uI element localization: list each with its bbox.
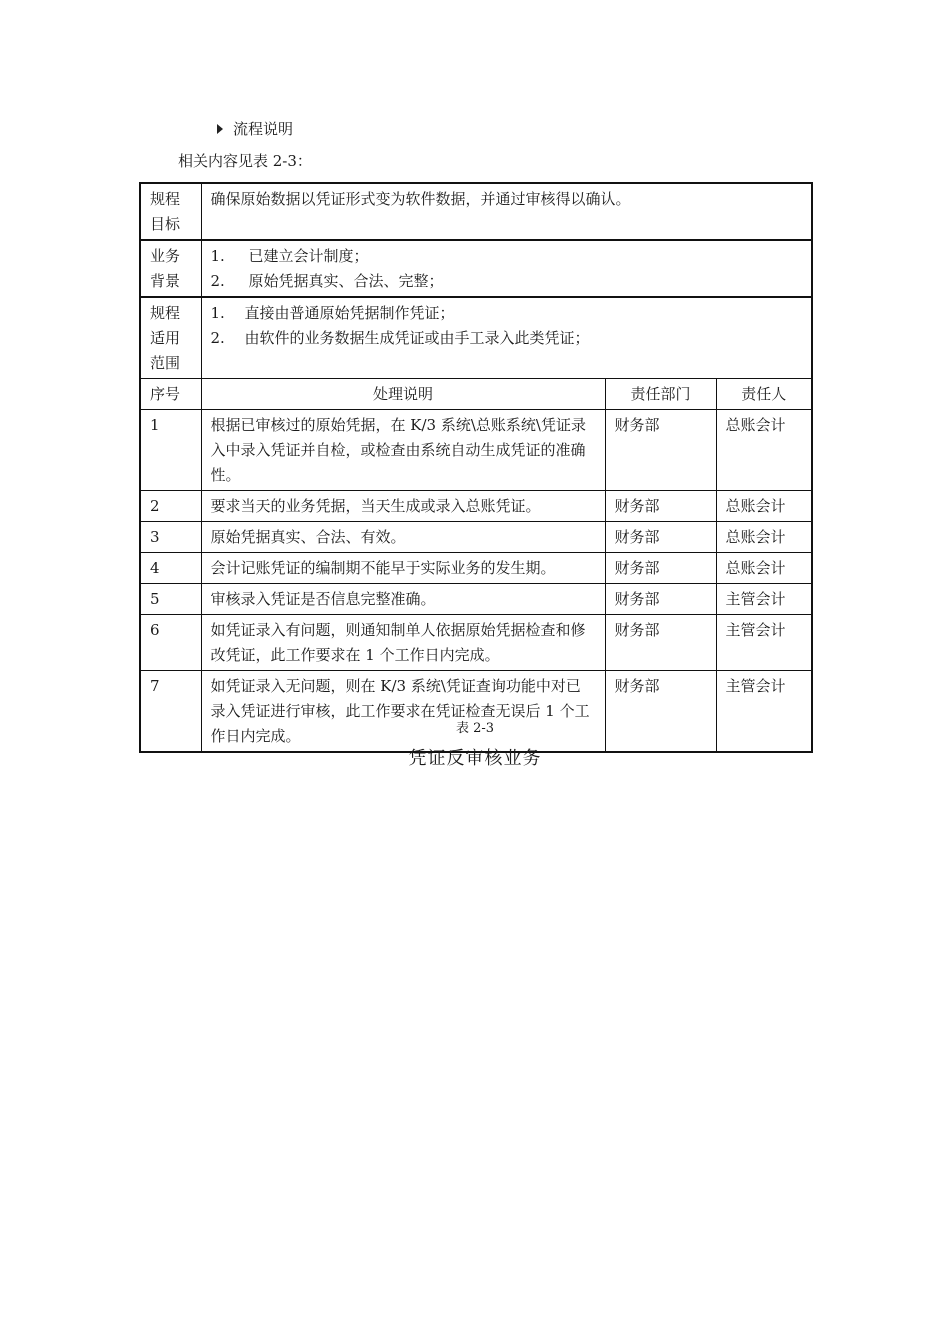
scope-row [140, 297, 812, 379]
row-person: 主管会计 [716, 615, 812, 671]
intro-text: 相关内容见表 2-3： [178, 152, 312, 170]
goal-row [140, 183, 812, 240]
section-heading-text: 流程说明 [233, 120, 294, 138]
row-seq: 3 [140, 522, 201, 553]
table-row [140, 584, 812, 615]
triangle-bullet-icon [217, 124, 223, 134]
item-text: 由软件的业务数据生成凭证或由手工录入此类凭证； [244, 329, 590, 347]
row-dept: 财务部 [605, 410, 716, 491]
table-row [140, 615, 812, 671]
row-desc: 如凭证录入无问题，则在 K/3 系统\凭证查询功能中对已录入凭证进行审核，此工作要求在凭证检查无误后 1 个工作日内完成。 [201, 671, 605, 753]
table-caption: 表 2-3 [455, 721, 495, 736]
row-desc: 根据已审核过的原始凭据，在 K/3 系统\总账系统\凭证录入中录入凭证并自检，或检查由系统自动生成凭证的准确性。 [201, 410, 605, 491]
next-section-title: 凭证反审核业务 [408, 748, 542, 769]
background-row [140, 240, 812, 297]
row-desc: 会计记账凭证的编制期不能早于实际业务的发生期。 [201, 553, 605, 584]
scope-label [140, 297, 201, 379]
background-label [140, 240, 201, 297]
background-list [201, 240, 812, 297]
item-text: 原始凭据真实、合法、完整； [248, 272, 444, 290]
row-seq: 2 [140, 491, 201, 522]
row-dept: 财务部 [605, 584, 716, 615]
scope-item [211, 326, 803, 351]
row-dept: 财务部 [605, 553, 716, 584]
row-dept: 财务部 [605, 522, 716, 553]
row-desc: 原始凭据真实、合法、有效。 [201, 522, 605, 553]
item-number: 1. [210, 247, 225, 265]
scope-list [201, 297, 812, 379]
background-item [211, 244, 803, 269]
goal-text: 确保原始数据以凭证形式变为软件数据，并通过审核得以确认。 [201, 183, 812, 240]
row-person: 总账会计 [716, 491, 812, 522]
item-number: 2. [210, 272, 225, 290]
header-seq: 序号 [140, 379, 201, 410]
header-person: 责任人 [716, 379, 812, 410]
scope-item [211, 301, 803, 326]
row-person: 总账会计 [716, 410, 812, 491]
row-seq: 1 [140, 410, 201, 491]
row-desc: 要求当天的业务凭据，当天生成或录入总账凭证。 [201, 491, 605, 522]
table-row [140, 522, 812, 553]
table-row [140, 491, 812, 522]
goal-label [140, 183, 201, 240]
item-text: 直接由普通原始凭据制作凭证； [244, 304, 455, 322]
row-seq: 6 [140, 615, 201, 671]
scope-label-text: 规程适用范围 [150, 304, 181, 372]
background-item [211, 269, 803, 294]
row-person: 总账会计 [716, 553, 812, 584]
row-person: 主管会计 [716, 671, 812, 753]
row-person: 主管会计 [716, 584, 812, 615]
background-label-text: 业务背景 [150, 247, 181, 290]
section-heading [217, 118, 293, 139]
item-number: 2. [210, 329, 225, 347]
header-row [140, 379, 812, 410]
row-desc: 如凭证录入有问题，则通知制单人依据原始凭据检查和修改凭证，此工作要求在 1 个工作日内完成。 [201, 615, 605, 671]
table-row [140, 671, 812, 753]
row-dept: 财务部 [605, 671, 716, 753]
procedure-table [139, 182, 813, 753]
row-seq: 4 [140, 553, 201, 584]
item-text: 已建立会计制度； [248, 247, 369, 265]
goal-label-text: 规程目标 [150, 190, 181, 233]
row-seq: 7 [140, 671, 201, 753]
item-number: 1. [210, 304, 225, 322]
header-dept: 责任部门 [605, 379, 716, 410]
table-row [140, 410, 812, 491]
header-desc: 处理说明 [201, 379, 605, 410]
row-dept: 财务部 [605, 615, 716, 671]
row-dept: 财务部 [605, 491, 716, 522]
table-row [140, 553, 812, 584]
row-seq: 5 [140, 584, 201, 615]
row-desc: 审核录入凭证是否信息完整准确。 [201, 584, 605, 615]
row-person: 总账会计 [716, 522, 812, 553]
